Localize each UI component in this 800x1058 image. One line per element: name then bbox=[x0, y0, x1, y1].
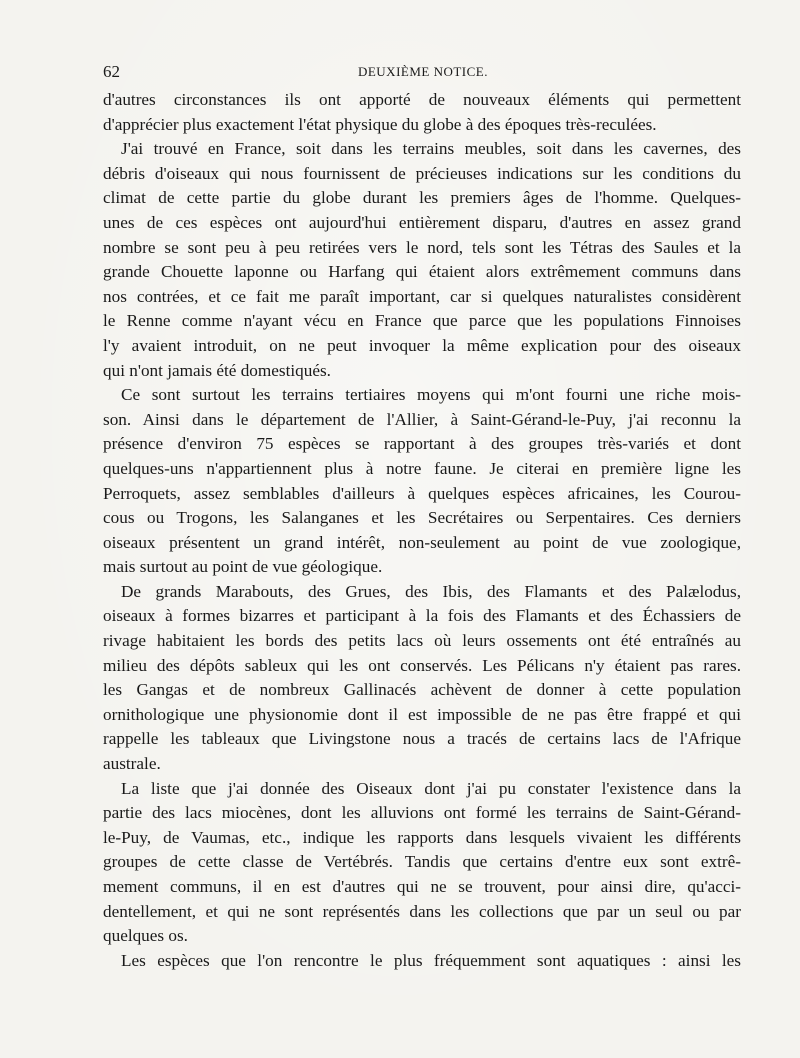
text-line: climat de cette partie du globe durant les premiers âges de l'homme. Quelques- bbox=[103, 188, 741, 208]
paragraph-3 bbox=[103, 383, 741, 580]
page-number: 62 bbox=[103, 62, 120, 81]
paragraph-4 bbox=[103, 580, 741, 777]
text-line: rappelle les tableaux que Livingstone nous a tracés de certains lacs de l'Afrique bbox=[103, 729, 741, 749]
text-line: mais surtout au point de vue géologique. bbox=[103, 557, 383, 577]
text-line: nombre se sont peu à peu retirées vers le nord, tels sont les Tétras des Saules et la bbox=[103, 237, 741, 257]
text-line: Les espèces que l'on rencontre le plus fréquemment sont aquatiques : ainsi les bbox=[121, 950, 741, 970]
paragraph-1 bbox=[103, 88, 741, 137]
text-line: Ce sont surtout les terrains tertiaires moyens qui m'ont fourni une riche mois- bbox=[121, 385, 741, 405]
text-line: oiseaux présentent un grand intérêt, non-seulement au point de vue zoologique, bbox=[103, 532, 741, 552]
text-line: unes de ces espèces ont aujourd'hui entièrement disparu, d'autres en assez grand bbox=[103, 212, 741, 232]
text-line: australe. bbox=[103, 754, 161, 774]
running-title: DEUXIÈME NOTICE. bbox=[357, 64, 489, 79]
text-line: milieu des dépôts sableux qui les ont conservés. Les Pélicans n'y étaient pas rares. bbox=[103, 655, 741, 675]
text-line: quelques os. bbox=[103, 926, 188, 946]
paragraph-2 bbox=[103, 137, 741, 383]
text-line: quelques-uns n'appartiennent plus à notre faune. Je citerai en première ligne les bbox=[103, 458, 741, 478]
text-line: dentellement, et qui ne sont représentés dans les collections que par un seul ou par bbox=[103, 901, 741, 921]
text-line: présence d'environ 75 espèces se rapportant à des groupes très-variés et dont bbox=[103, 434, 741, 454]
text-line: Perroquets, assez semblables d'ailleurs à quelques espèces africaines, les Courou- bbox=[103, 483, 741, 503]
text-line: qui n'ont jamais été domestiqués. bbox=[103, 360, 331, 380]
paragraph-5 bbox=[103, 777, 741, 949]
text-line: le-Puy, de Vaumas, etc., indique les rapports dans lesquels vivaient les différents bbox=[103, 827, 741, 847]
body-text bbox=[103, 88, 741, 973]
text-line: oiseaux à formes bizarres et participant à la fois des Flamants et des Échassiers de bbox=[103, 606, 741, 626]
text-line: partie des lacs miocènes, dont les alluvions ont formé les terrains de Saint-Gérand- bbox=[103, 803, 741, 823]
page-header bbox=[103, 62, 743, 84]
text-line: d'apprécier plus exactement l'état physique du globe à des époques très-reculées. bbox=[103, 114, 657, 134]
text-line: De grands Marabouts, des Grues, des Ibis, des Flamants et des Palælodus, bbox=[121, 581, 741, 601]
text-line: le Renne comme n'ayant vécu en France que parce que les populations Finnoises bbox=[103, 311, 741, 331]
text-line: débris d'oiseaux qui nous fournissent de précieuses indications sur les conditions du bbox=[103, 163, 741, 183]
text-line: J'ai trouvé en France, soit dans les terrains meubles, soit dans les cavernes, des bbox=[121, 139, 741, 159]
text-line: mement communs, il en est d'autres qui ne se trouvent, pour ainsi dire, qu'acci- bbox=[103, 877, 741, 896]
text-line: La liste que j'ai donnée des Oiseaux dont j'ai pu constater l'existence dans la bbox=[121, 778, 741, 798]
text-line: rivage habitaient les bords des petits lacs où leurs ossements ont été entraînés au bbox=[103, 631, 741, 651]
paragraph-6 bbox=[103, 949, 741, 974]
text-line: son. Ainsi dans le département de l'Allier, à Saint-Gérand-le-Puy, j'ai reconnu la bbox=[103, 409, 741, 429]
text-line: grande Chouette laponne ou Harfang qui étaient alors extrêmement communs dans bbox=[103, 262, 741, 282]
text-line: les Gangas et de nombreux Gallinacés achèvent de donner à cette population bbox=[103, 680, 741, 700]
text-line: d'autres circonstances ils ont apporté de nouveaux éléments qui permettent bbox=[103, 90, 741, 109]
text-line: cous ou Trogons, les Salanganes et les Secrétaires ou Serpentaires. Ces derniers bbox=[103, 508, 741, 528]
text-line: groupes de cette classe de Vertébrés. Tandis que certains d'entre eux sont extrê- bbox=[103, 852, 741, 872]
text-line: l'y avaient introduit, on ne peut invoquer la même explication pour des oiseaux bbox=[103, 335, 741, 355]
text-line: ornithologique une physionomie dont il est impossible de ne pas être frappé et qui bbox=[103, 704, 741, 724]
text-line: nos contrées, et ce fait me paraît important, car si quelques naturalistes considèrent bbox=[103, 286, 741, 306]
